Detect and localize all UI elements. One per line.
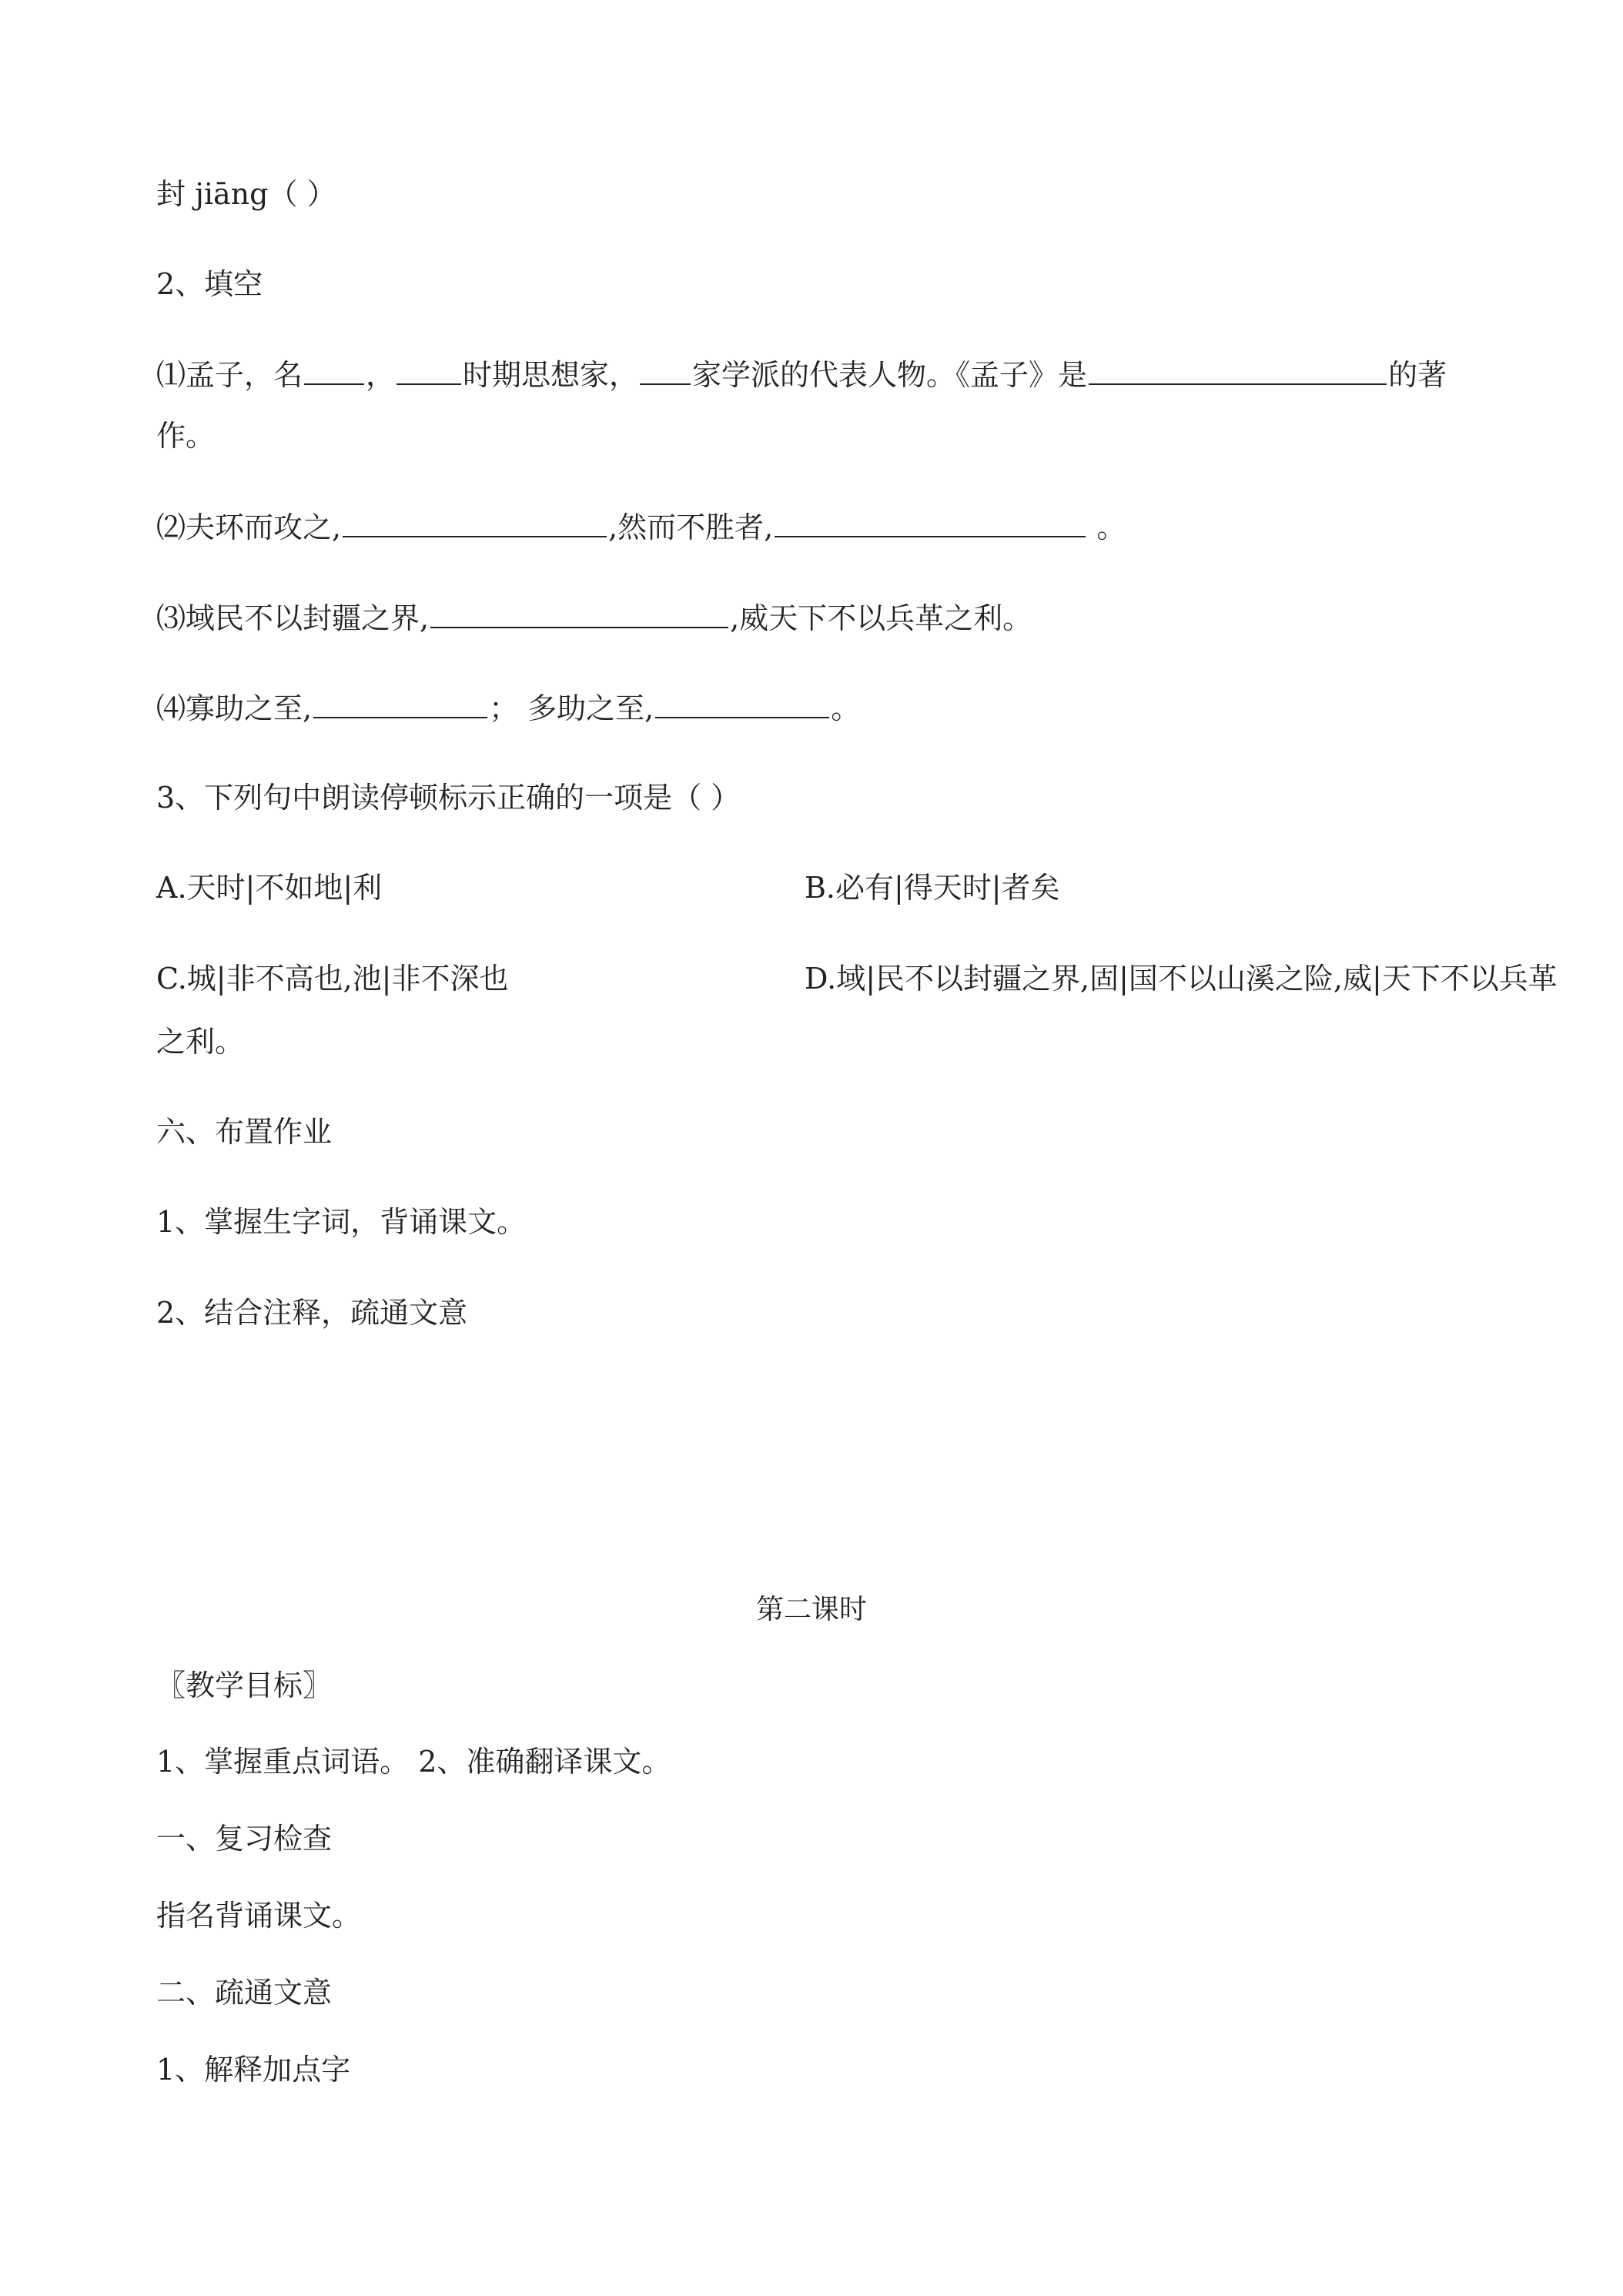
fill-item-1-text-a: ⑴孟子，名 — [156, 358, 303, 392]
review-heading: 一、复习检查 — [156, 1822, 333, 1856]
question-2-heading: 2、填空 — [156, 267, 263, 301]
objectives-heading: 〖教学目标〗 — [156, 1668, 333, 1702]
options-row-2 — [156, 959, 1558, 999]
option-b: B.必有|得天时|者矣 — [805, 871, 1060, 905]
objectives-text: 1、掌握重点词语。 2、准确翻译课文。 — [156, 1745, 671, 1779]
answer-blank[interactable] — [430, 597, 728, 628]
fill-item-3 — [156, 597, 1032, 638]
fill-item-2 — [156, 507, 1126, 547]
section-2-item-1: 1、解释加点字 — [156, 2053, 351, 2087]
fill-item-4-text-c: 。 — [831, 691, 861, 725]
fill-item-1-continued: 作。 — [156, 419, 216, 453]
fill-item-2-text-b: ,然而不胜者, — [608, 510, 774, 544]
section-2-heading: 二、疏通文意 — [156, 1976, 333, 2010]
review-text: 指名背诵课文。 — [156, 1899, 362, 1933]
answer-blank[interactable] — [1089, 354, 1387, 385]
fill-item-1-text-b: ， — [366, 358, 396, 392]
answer-blank[interactable] — [775, 507, 1086, 537]
homework-item-2: 2、结合注释，疏通文意 — [156, 1296, 468, 1330]
fill-item-1-text-d: 家学派的代表人物。《孟子》是 — [692, 358, 1088, 392]
fill-item-3-text-a: ⑶域民不以封疆之界, — [156, 601, 430, 635]
option-d-continued: 之利。 — [156, 1025, 245, 1059]
pinyin-item-jiang: 封 jiāng（ ） — [156, 177, 336, 211]
answer-blank[interactable] — [655, 688, 829, 718]
homework-item-1: 1、掌握生字词，背诵课文。 — [156, 1205, 527, 1239]
fill-item-3-text-b: ,威天下不以兵革之利。 — [730, 601, 1032, 635]
option-d: D.域|民不以封疆之界,固|国不以山溪之险,威|天下不以兵革 — [805, 962, 1558, 996]
answer-blank[interactable] — [313, 688, 487, 718]
fill-item-4-text-a: ⑷寡助之至, — [156, 691, 313, 725]
fill-item-4 — [156, 688, 860, 728]
fill-item-2-text-c: 。 — [1087, 510, 1126, 544]
homework-heading: 六、布置作业 — [156, 1115, 333, 1149]
answer-blank[interactable] — [343, 507, 607, 537]
lesson-2-title: 第二课时 — [755, 1594, 867, 1625]
answer-blank[interactable] — [397, 354, 461, 385]
fill-item-1-text-e: 的著 — [1388, 358, 1447, 392]
fill-item-2-text-a: ⑵夫环而攻之, — [156, 510, 342, 544]
option-a: A.天时|不如地|利 — [156, 871, 383, 905]
question-3-heading: 3、下列句中朗读停顿标示正确的一项是（ ） — [156, 781, 741, 815]
fill-item-1 — [156, 354, 1447, 395]
answer-blank[interactable] — [640, 354, 691, 385]
options-row-1 — [156, 868, 1060, 908]
answer-blank[interactable] — [304, 354, 364, 385]
fill-item-1-text-c: 时期思想家， — [463, 358, 639, 392]
option-c: C.城|非不高也,池|非不深也 — [156, 962, 509, 996]
fill-item-4-text-b: ； 多助之至, — [489, 691, 654, 725]
